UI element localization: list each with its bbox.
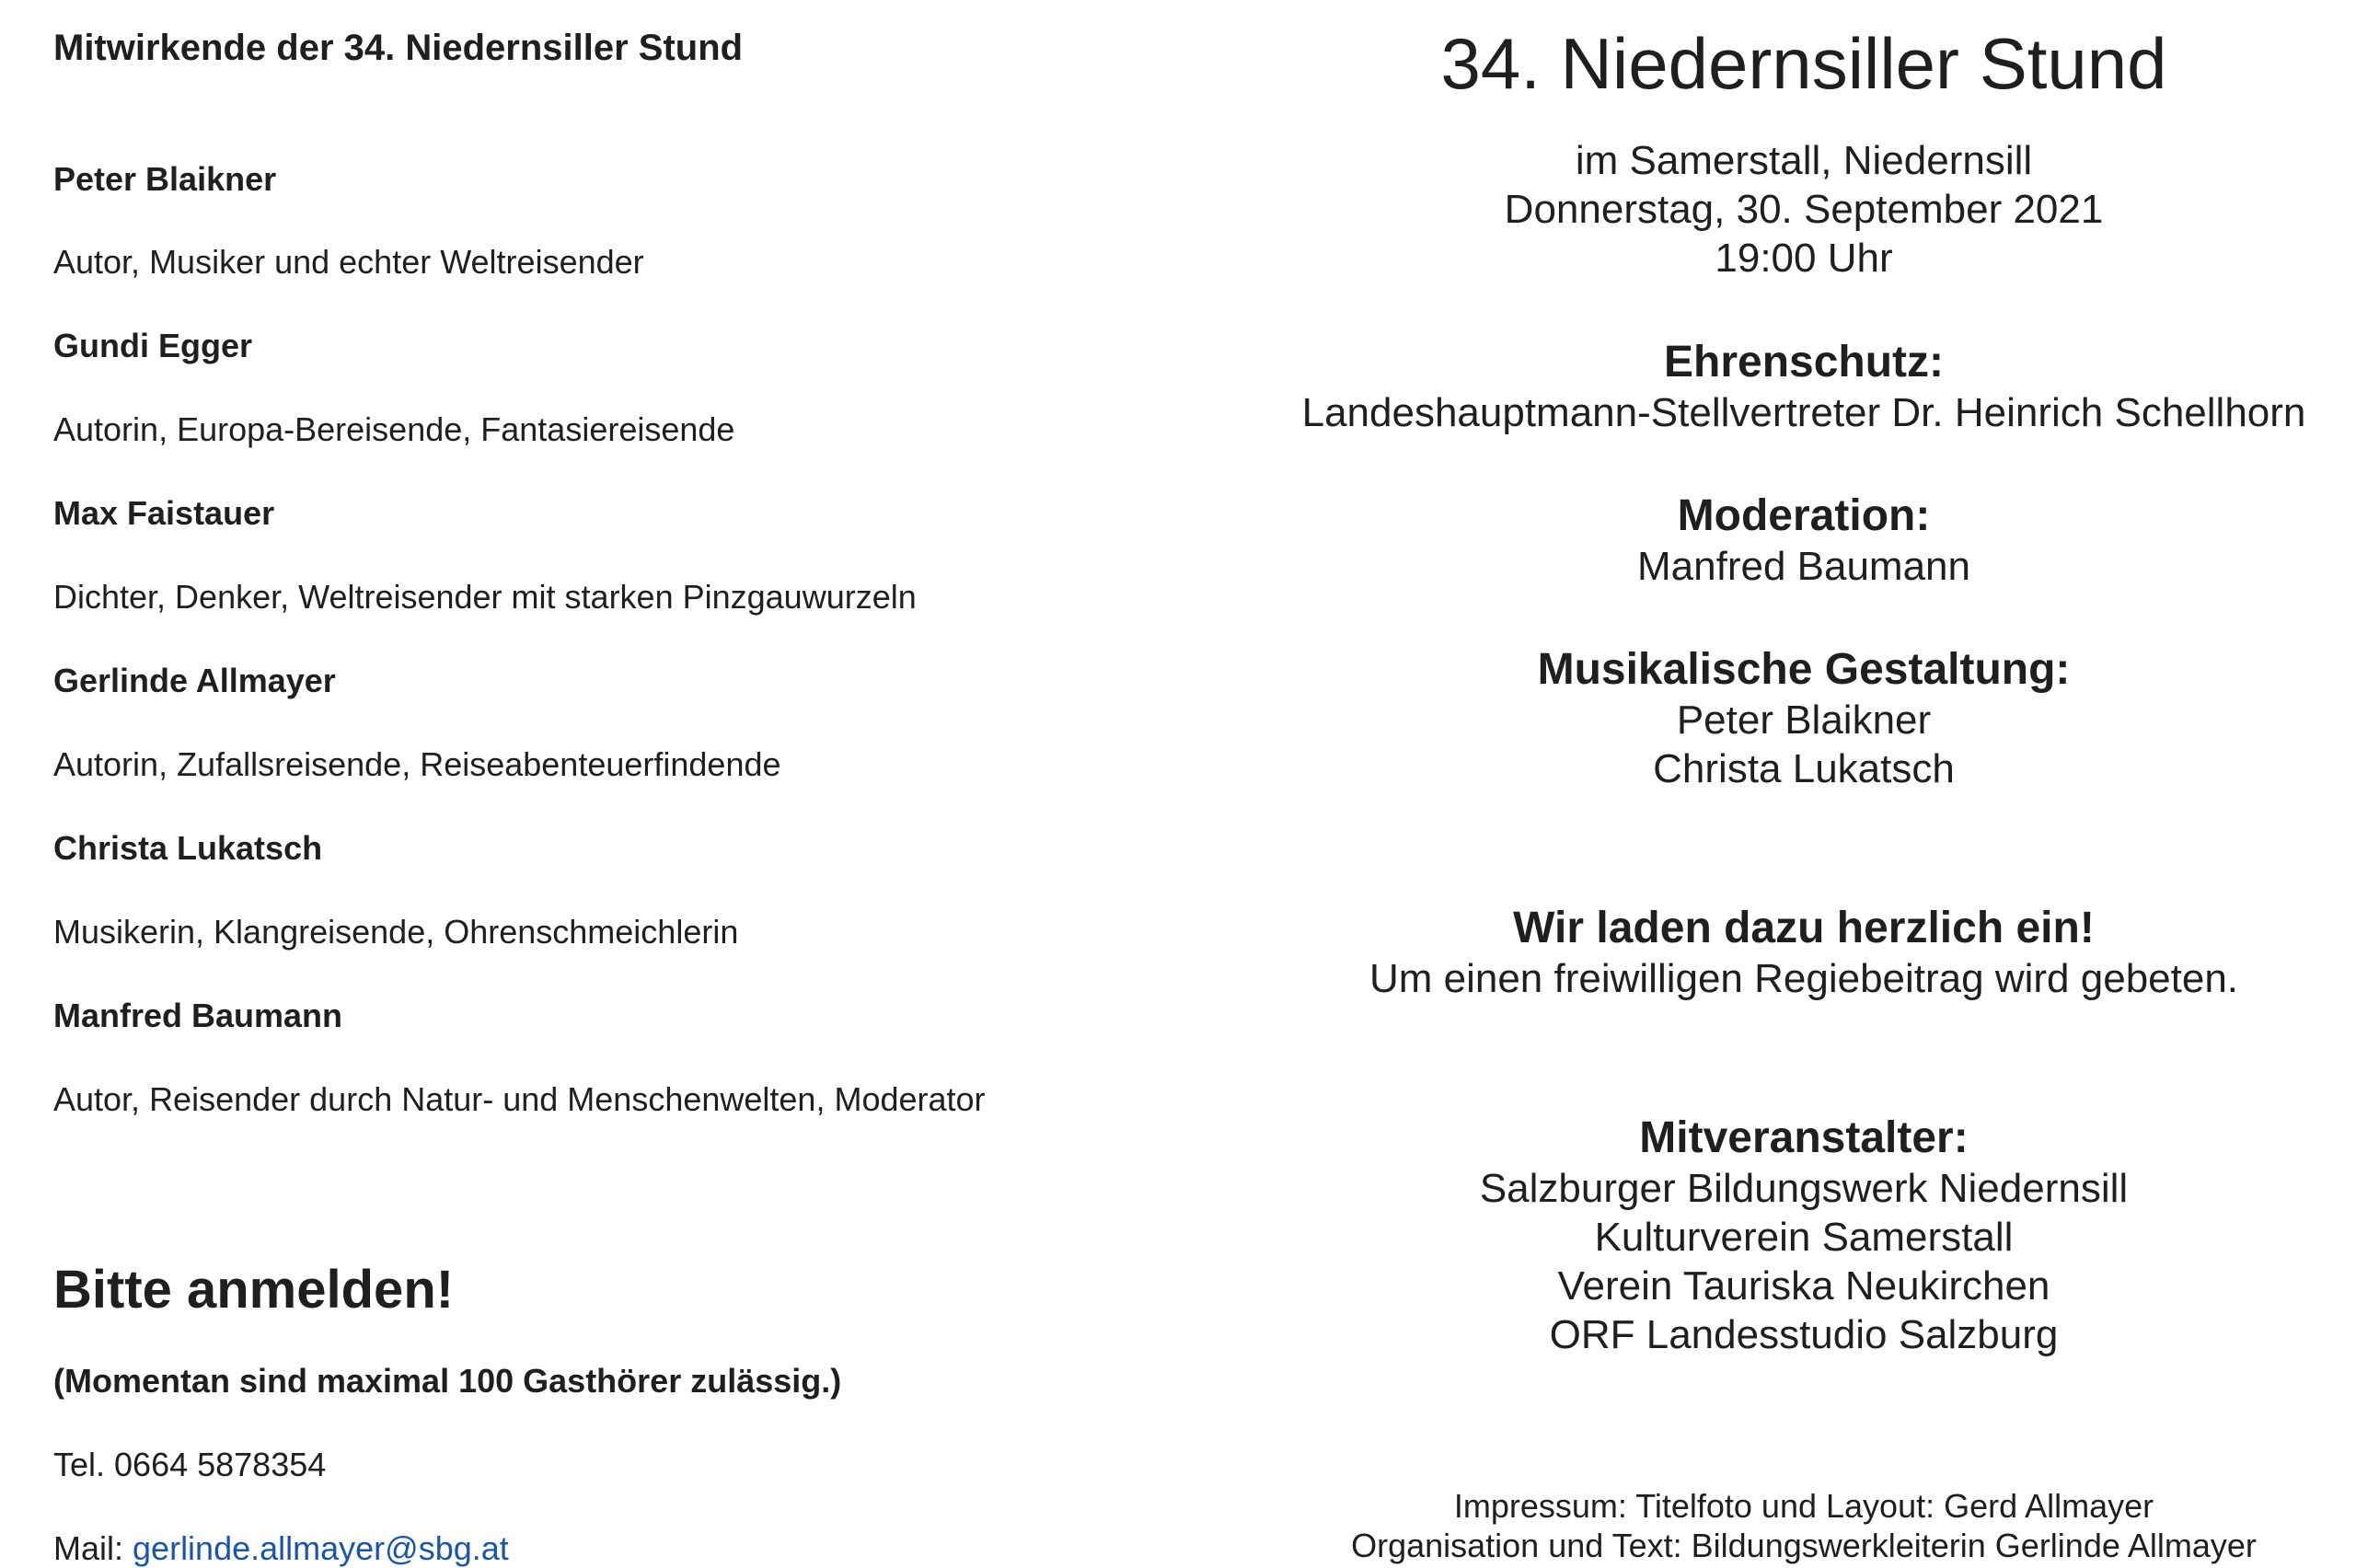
- member-description: Autor, Musiker und echter Weltreisender: [53, 243, 644, 281]
- mail-link[interactable]: gerlinde.allmayer@sbg.at: [133, 1529, 509, 1567]
- mail-line: [53, 1529, 509, 1568]
- participants-column: [53, 0, 1139, 1567]
- event-column: [1252, 0, 2356, 1564]
- co-organizer: Verein Tauriska Neukirchen: [1557, 1263, 2050, 1309]
- member-name: Christa Lukatsch: [53, 829, 323, 867]
- impressum-line: Impressum: Titelfoto und Layout: Gerd Allmayer: [1453, 1487, 2154, 1525]
- register-note: (Momentan sind maximal 100 Gasthörer zulässig.): [53, 1362, 842, 1400]
- invite-heading: Wir laden dazu herzlich ein!: [1513, 904, 2095, 952]
- member-description: Autor, Reisender durch Natur- und Menschenwelten, Moderator: [53, 1080, 986, 1118]
- member-name: Gundi Egger: [53, 327, 252, 364]
- music-name: Christa Lukatsch: [1653, 746, 1955, 791]
- invite-note: Um einen freiwilligen Regiebeitrag wird gebeten.: [1369, 956, 2239, 1001]
- ehrenschutz-name: Landeshauptmann-Stellvertreter Dr. Heinrich Schellhorn: [1301, 390, 2306, 435]
- mail-label: Mail:: [53, 1529, 124, 1567]
- member-description: Autorin, Europa-Bereisende, Fantasiereisende: [53, 410, 735, 448]
- co-organizer: ORF Landesstudio Salzburg: [1549, 1312, 2059, 1357]
- member-description: Autorin, Zufallsreisende, Reiseabenteuerfindende: [53, 745, 781, 783]
- co-organizers-heading: Mitveranstalter:: [1639, 1113, 1969, 1162]
- moderation-name: Manfred Baumann: [1637, 544, 1970, 589]
- register-heading: Bitte anmelden!: [53, 1260, 455, 1320]
- member-name: Max Faistauer: [53, 494, 275, 532]
- co-organizer: Salzburger Bildungswerk Niedernsill: [1479, 1166, 2129, 1211]
- participants-title: Mitwirkende der 34. Niedernsiller Stund: [53, 28, 744, 68]
- member-name: Peter Blaikner: [53, 160, 277, 198]
- event-time: 19:00 Uhr: [1715, 236, 1893, 281]
- event-date: Donnerstag, 30. September 2021: [1504, 187, 2104, 232]
- co-organizer: Kulturverein Samerstall: [1594, 1215, 2014, 1260]
- ehrenschutz-heading: Ehrenschutz:: [1663, 338, 1945, 386]
- member-description: Musikerin, Klangreisende, Ohrenschmeichlerin: [53, 913, 739, 951]
- moderation-heading: Moderation:: [1677, 491, 1931, 540]
- member-description: Dichter, Denker, Weltreisender mit starken Pinzgauwurzeln: [53, 578, 917, 616]
- event-venue: im Samerstall, Niedernsill: [1575, 138, 2033, 183]
- member-name: Gerlinde Allmayer: [53, 662, 336, 699]
- impressum-line: Organisation und Text: Bildungswerkleiterin Gerlinde Allmayer: [1351, 1527, 2257, 1564]
- member-name: Manfred Baumann: [53, 997, 343, 1034]
- event-title: 34. Niedernsiller Stund: [1440, 23, 2167, 104]
- phone-number: Tel. 0664 5878354: [53, 1446, 327, 1483]
- music-name: Peter Blaikner: [1676, 698, 1932, 743]
- music-heading: Musikalische Gestaltung:: [1537, 645, 2071, 694]
